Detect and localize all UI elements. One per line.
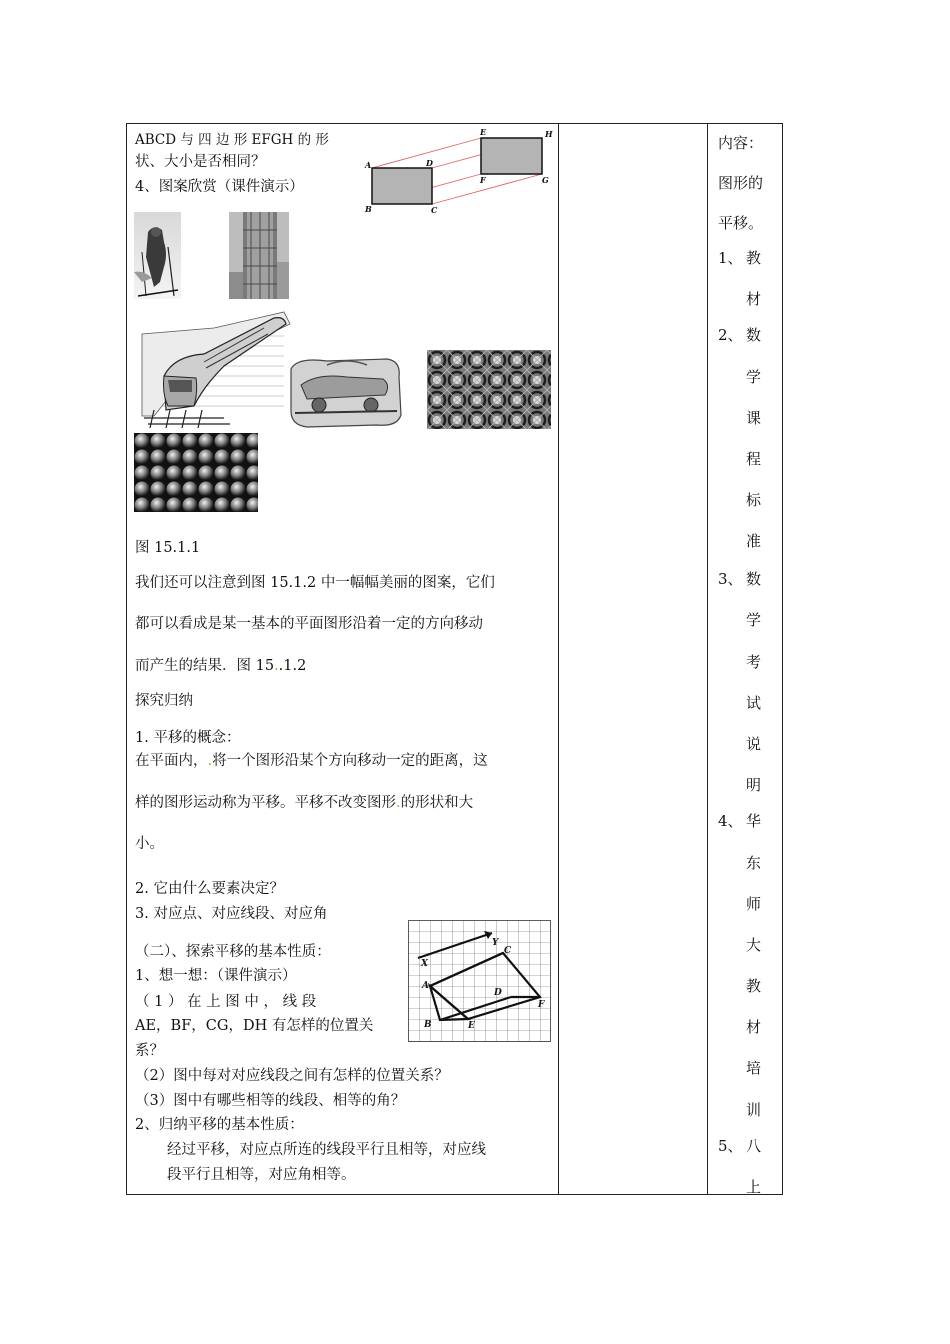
question-3: 3. 对应点、对应线段、对应角 <box>135 906 328 922</box>
grid-label-e: E <box>468 1021 475 1031</box>
question-line-1: ABCD 与 四 边 形 EFGH 的 形 <box>135 132 329 148</box>
reference-2-char: 学 <box>746 368 762 386</box>
tower-image <box>229 212 289 299</box>
table-top-border <box>126 123 783 124</box>
reference-3-char: 学 <box>746 611 762 629</box>
reference-4-char: 东 <box>746 854 762 872</box>
grid-label-y: Y <box>492 938 499 948</box>
subquestion-1-line-2: AE，BF，CG，DH 有怎样的位置关 <box>135 1018 374 1034</box>
reference-5-number: 5、 <box>718 1137 743 1155</box>
explore-heading: 探究归纳 <box>135 693 193 709</box>
table-left-border <box>126 123 127 1195</box>
table-bottom-border <box>126 1194 783 1195</box>
grid-label-d: D <box>494 988 502 998</box>
label-h: H <box>545 129 553 139</box>
label-b: B <box>365 204 372 214</box>
question-2: 2. 它由什么要素决定？ <box>135 881 284 897</box>
label-c: C <box>431 205 438 215</box>
grid-label-x: X <box>421 959 428 969</box>
right-col-line-2: 图形的 <box>718 174 764 192</box>
reference-3-char: 数 <box>746 570 762 588</box>
reference-1-number: 1、 <box>718 249 743 267</box>
property-line-2: 段平行且相等，对应角相等。 <box>167 1167 356 1183</box>
subquestion-1-line-1: （ 1 ） 在 上 图 中 ， 线 段 <box>135 994 317 1010</box>
table-right-border <box>782 123 783 1195</box>
label-f: F <box>480 175 486 185</box>
concept-line-3: 小。 <box>135 836 164 852</box>
car-relief-image <box>287 355 404 428</box>
label-a: A <box>365 160 372 170</box>
subquestion-1-line-3: 系？ <box>135 1043 164 1059</box>
reference-4-char: 师 <box>746 895 762 913</box>
right-col-line-3: 平移。 <box>718 214 764 232</box>
reference-2-number: 2、 <box>718 326 743 344</box>
subquestion-3: （3）图中有哪些相等的线段、相等的角？ <box>135 1093 406 1109</box>
figure-caption-15-1-1: 图 15.1.1 <box>135 540 201 556</box>
reference-2-char: 课 <box>746 409 762 427</box>
summary-heading: 2、归纳平移的基本性质： <box>135 1117 304 1133</box>
paragraph-line-2: 都可以看成是某一基本的平面图形沿着一定的方向移动 <box>135 616 483 632</box>
table-divider-1 <box>558 123 559 1195</box>
concept-title: 1. 平移的概念： <box>135 730 241 746</box>
reference-3-char: 明 <box>746 776 762 794</box>
paragraph-line-1: 我们还可以注意到图 15.1.2 中一幅幅美丽的图案，它们 <box>135 575 495 591</box>
rectangle-abcd <box>372 168 432 204</box>
section-2-heading: （二）、探索平移的基本性质： <box>135 944 331 960</box>
reference-2-char: 数 <box>746 326 762 344</box>
concept-line-1: 在平面内，.将一个图形沿某个方向移动一定的距离，这 <box>135 753 488 769</box>
property-line-1: 经过平移，对应点所连的线段平行且相等，对应线 <box>167 1142 486 1158</box>
question-line-2: 状、大小是否相同？ <box>135 154 266 170</box>
reference-1-char: 材 <box>746 290 762 308</box>
spheres-pattern-image <box>134 433 258 512</box>
reference-4-char: 大 <box>746 936 762 954</box>
grid-label-b: B <box>424 1020 432 1030</box>
paragraph-line-3: 而产生的结果．图 15..1.2 <box>135 658 307 674</box>
reference-2-char: 标 <box>746 491 762 509</box>
grid-label-f: F <box>538 1000 545 1010</box>
item-4-pattern-appreciation: 4、图案欣赏（课件演示） <box>135 179 304 195</box>
grid-label-c: C <box>504 946 512 956</box>
reference-4-char: 材 <box>746 1018 762 1036</box>
label-g: G <box>542 175 549 185</box>
reference-3-char: 试 <box>746 694 762 712</box>
tessellation-pattern-image <box>427 350 551 429</box>
reference-3-char: 说 <box>746 735 762 753</box>
label-e: E <box>480 127 487 137</box>
rectangle-efgh <box>481 138 542 174</box>
reference-1-char: 教 <box>746 249 762 267</box>
table-divider-2 <box>707 123 708 1195</box>
translation-rectangles-figure <box>362 126 558 216</box>
concept-line-2: 样的图形运动称为平移。平移不改变图形.的形状和大 <box>135 795 474 811</box>
reference-4-char: 培 <box>746 1059 762 1077</box>
reference-2-char: 准 <box>746 532 762 550</box>
reference-4-char: 教 <box>746 977 762 995</box>
skier-image <box>134 212 181 299</box>
reference-3-number: 3、 <box>718 570 743 588</box>
reference-3-char: 考 <box>746 653 762 671</box>
reference-4-char: 华 <box>746 812 762 830</box>
reference-5-char: 上 <box>746 1178 762 1196</box>
reference-5-char: 八 <box>746 1137 762 1155</box>
think-heading: 1、想一想：（课件演示） <box>135 968 297 984</box>
reference-4-number: 4、 <box>718 812 743 830</box>
reference-2-char: 程 <box>746 450 762 468</box>
label-d: D <box>426 158 433 168</box>
subquestion-2: （2）图中每对对应线段之间有怎样的位置关系？ <box>135 1068 449 1084</box>
reference-4-char: 训 <box>746 1101 762 1119</box>
train-image <box>134 306 294 428</box>
translation-grid-figure <box>408 920 551 1042</box>
right-col-header: 内容： <box>718 134 764 152</box>
grid-label-a: A <box>422 981 429 991</box>
